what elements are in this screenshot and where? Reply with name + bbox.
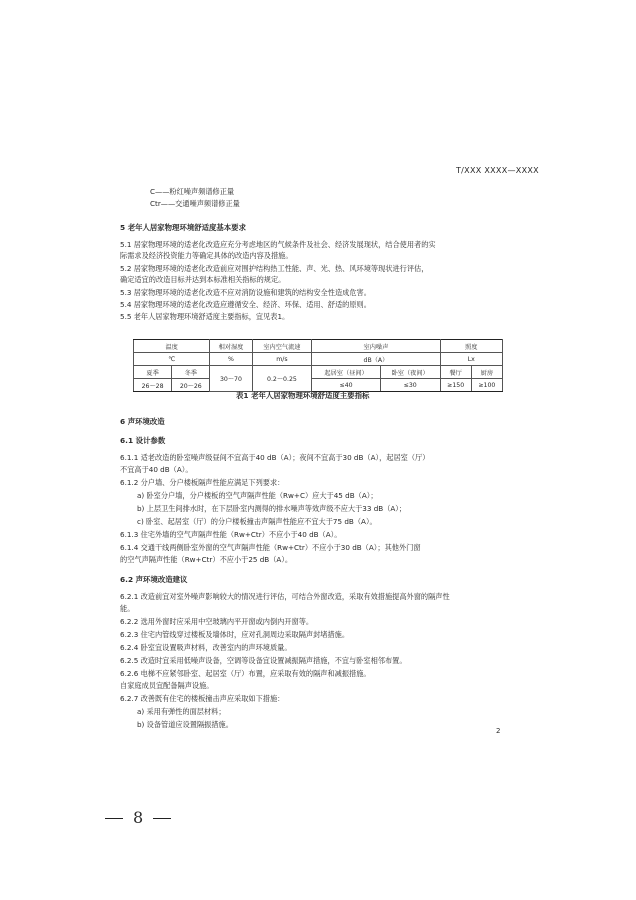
section5-line: 5.3 居家物理环境的适老化改造不应对消防设施和建筑的结构安全性造成危害。 — [120, 288, 371, 297]
table-header: 室内噪声 — [312, 340, 440, 353]
section62-line: 6.2.2 选用外窗时应采用中空玻璃内平开窗或内倒内开窗等。 — [120, 617, 314, 626]
section5-line: 5.1 居家物理环境的适老化改造应充分考虑地区的气候条件及社会、经济发展现状，结合使用者的实 — [120, 240, 436, 249]
table-cell: 30～70 — [210, 366, 252, 392]
section6-title: 6 声环境改造 — [120, 417, 165, 426]
section62-line: 6.2.1 改造前宜对室外噪声影响较大的情况进行评估，可结合外窗改造，采取有效措施提高外窗的隔声性 — [120, 592, 450, 601]
table-subheader: 冬季 — [172, 366, 210, 379]
section62-line: 能。 — [120, 604, 135, 613]
section61-line: 6.1.4 交通干线两侧卧室外窗的空气声隔声性能（Rw+Ctr）不应小于30 dB（A）；其他外门窗 — [120, 543, 421, 552]
table-subheader: 厨房 — [471, 366, 502, 379]
table-cell: 26～28 — [134, 379, 172, 392]
table-subheader: 夏季 — [134, 366, 172, 379]
table-subheader: 餐厅 — [440, 366, 471, 379]
definition-c: C——粉红噪声频谱修正量 — [150, 187, 235, 196]
table-unit: ℃ — [134, 353, 210, 366]
comfort-index-table — [133, 339, 503, 392]
page-number: 2 — [496, 727, 501, 735]
section61-line: 的空气声隔声性能（Rw+Ctr）不应小于25 dB（A）。 — [120, 555, 293, 564]
section62-line: b) 设备管道应设置隔振措施。 — [137, 720, 233, 729]
section5-line: 5.4 居家物理环境的适老化改造应遵循安全、经济、环保、适用、舒适的原则。 — [120, 300, 371, 309]
table-header: 室内空气流速 — [252, 340, 312, 353]
table-cell: ≥150 — [440, 379, 471, 392]
table-subheader: 起居室（昼间） — [312, 366, 381, 379]
table-unit: dB（A） — [312, 353, 440, 366]
section61-line: 6.1.1 适老改造的卧室噪声级昼间不宜高于40 dB（A）；夜间不宜高于30 dB（A），起居室（厅） — [120, 453, 430, 462]
section5-line: 5.2 居家物理环境的适老化改造前应对围护结构热工性能、声、光、热、风环境等现状进行评估， — [120, 264, 429, 273]
footer-dash-right — [153, 818, 171, 819]
definition-ctr: Ctr——交通噪声频谱修正量 — [150, 199, 240, 208]
section5-title: 5 老年人居家物理环境舒适度基本要求 — [120, 223, 246, 232]
section61-line: c) 卧室、起居室（厅）的分户楼板撞击声隔声性能应不宜大于75 dB（A）。 — [137, 517, 377, 526]
section5-line: 5.5 老年人居家物理环境舒适度主要指标，宜见表1。 — [120, 312, 290, 321]
footer-number: 8 — [133, 808, 144, 827]
table-header: 相对湿度 — [210, 340, 252, 353]
section62-line: a) 采用有弹性的面层材料； — [137, 707, 226, 716]
table-subheader: 卧室（夜间） — [380, 366, 440, 379]
table-cell: ≤30 — [380, 379, 440, 392]
section5-line: 际需求及经济投资能力等确定具体的改造内容及措施。 — [120, 251, 293, 260]
table-unit: Lx — [440, 353, 502, 366]
table-header: 照度 — [440, 340, 502, 353]
table-unit: % — [210, 353, 252, 366]
table-cell: ≥100 — [471, 379, 502, 392]
section61-line: b) 上层卫生间排水时，在下层卧室内测得的排水噪声等效声级不应大于33 dB（A）； — [137, 504, 407, 513]
table-cell: ≤40 — [312, 379, 381, 392]
footer-page-number — [95, 808, 181, 827]
section61-line: 6.1.2 分户墙、分户楼板隔声性能应满足下列要求： — [120, 478, 285, 487]
table-header: 温度 — [134, 340, 210, 353]
section62-line: 6.2.6 电梯不应紧邻卧室、起居室（厅）布置，应采取有效的隔声和减振措施。 — [120, 669, 371, 678]
section62-title: 6.2 声环境改造建议 — [120, 575, 188, 584]
section62-line: 6.2.7 改善既有住宅的楼板撞击声应采取如下措施： — [120, 694, 285, 703]
section62-line: 6.2.5 改造时宜采用低噪声设备，空调等设备宜设置减振隔声措施，不宜与卧室相邻布置。 — [120, 656, 407, 665]
table-cell: 0.2～0.25 — [252, 366, 312, 392]
section61-line: 6.1.3 住宅外墙的空气声隔声性能（Rw+Ctr）不应小于40 dB（A）。 — [120, 530, 342, 539]
section61-line: a) 卧室分户墙，分户楼板的空气声隔声性能（Rw+C）应大于45 dB（A）； — [137, 491, 378, 500]
table-unit: m/s — [252, 353, 312, 366]
section61-line: 不宜高于40 dB（A）。 — [120, 465, 193, 474]
section62-line: 6.2.3 住宅内管线穿过楼板及墙体时，应对孔洞周边采取隔声封堵措施。 — [120, 630, 350, 639]
section5-line: 确定适宜的改造目标并达到本标准相关指标的规定。 — [120, 275, 286, 284]
section62-line: 6.2.4 卧室宜设置吸声材料，改善室内的声环境质量。 — [120, 643, 292, 652]
footer-dash-left — [105, 818, 123, 819]
table-cell: 20～26 — [172, 379, 210, 392]
doc-code: T/XXX XXXX—XXXX — [456, 166, 539, 175]
section62-line: 自家庭成员宜配备隔声设施。 — [120, 681, 214, 690]
section61-title: 6.1 设计参数 — [120, 436, 166, 445]
table-title: 表1 老年人居家物理环境舒适度主要指标 — [236, 391, 370, 400]
